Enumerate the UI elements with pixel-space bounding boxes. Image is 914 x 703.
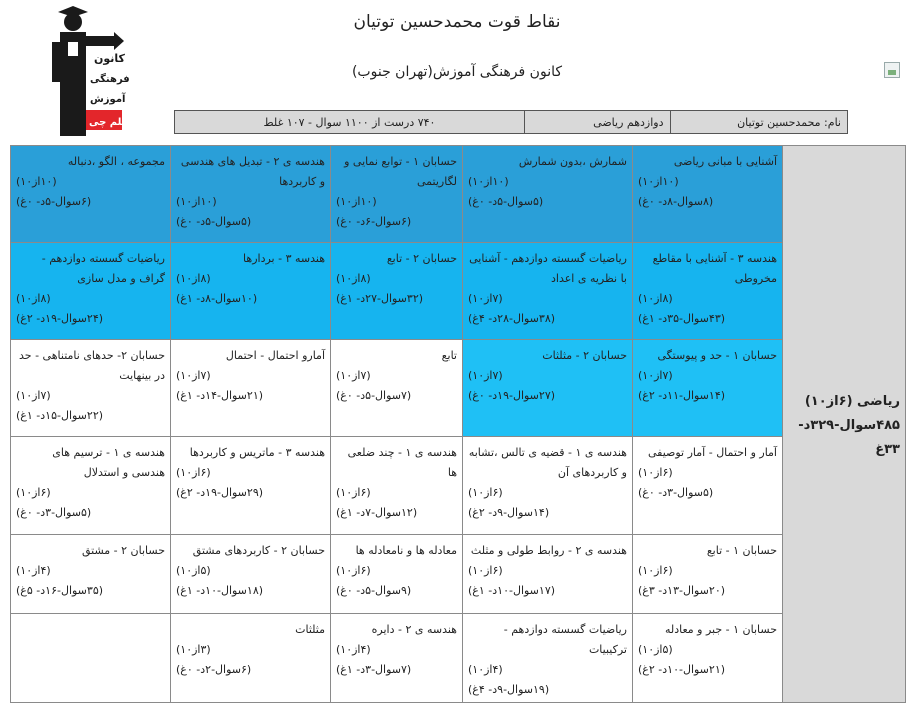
topic-stats: (۳۸سوال-۲۸د- ۴غ) — [468, 312, 556, 325]
broken-image-icon — [884, 62, 900, 78]
topic-stats: (۱۹سوال-۹د- ۴غ) — [468, 683, 550, 696]
topic-name: هندسه ۳ - بردارها — [243, 252, 325, 265]
topic-score: (۶از۱۰) — [468, 486, 503, 499]
svg-text:کانون: کانون — [94, 52, 125, 65]
topic-name: حسابان ۱ - جبر و معادله — [664, 623, 777, 636]
topic-name: حسابان ۲ - تابع — [386, 252, 457, 265]
topic-stats: (۲۴سوال-۱۹د- ۲غ) — [16, 312, 104, 325]
topic-name: حسابان ۱ - حد و پیوستگی — [657, 349, 777, 362]
svg-text:فرهنگی: فرهنگی — [90, 74, 130, 85]
topic-name: شمارش ،بدون شمارش — [518, 155, 627, 168]
topic-stats: (۸سوال-۸د- ۰غ) — [638, 195, 714, 208]
topic-name: حسابان ۲ - مشتق — [81, 544, 165, 557]
topic-name: حسابان ۱ - تابع — [706, 544, 777, 557]
topic-stats: (۵سوال-۳د- ۰غ) — [638, 486, 714, 499]
topic-stats: (۵سوال-۵د- ۰غ) — [176, 215, 252, 228]
topic-cell — [463, 243, 633, 340]
topic-stats: (۲۱سوال-۱۴د- ۱غ) — [176, 389, 264, 402]
topic-stats: (۲۰سوال-۱۳د- ۳غ) — [638, 584, 726, 597]
topic-cell — [331, 146, 463, 243]
student-info-bar — [174, 110, 848, 134]
topic-cell — [633, 535, 783, 614]
topic-score: (۷از۱۰) — [336, 369, 371, 382]
topic-cell — [331, 535, 463, 614]
topic-score: (۶از۱۰) — [468, 564, 503, 577]
topic-score: (۶از۱۰) — [336, 564, 371, 577]
topic-cell — [171, 243, 331, 340]
topic-score: (۸از۱۰) — [16, 292, 51, 305]
topic-score: (۵از۱۰) — [638, 643, 673, 656]
topic-score: (۸از۱۰) — [638, 292, 673, 305]
topic-name: هندسه ی ۱ - ترسیم های هندسی و استدلال — [52, 446, 165, 479]
topic-score: (۱۰از۱۰) — [16, 175, 57, 188]
topic-name: حسابان ۲ - مثلثات — [542, 349, 627, 362]
topic-stats: (۱۸سوال-۱۰د- ۱غ) — [176, 584, 264, 597]
topic-score: (۶از۱۰) — [16, 486, 51, 499]
topic-name: آشنایی با مبانی ریاضی — [673, 155, 777, 168]
table-row — [11, 437, 906, 535]
topic-cell — [463, 535, 633, 614]
topic-name: حسابان ۲ - کاربردهای مشتق — [192, 544, 325, 557]
topic-cell — [11, 437, 171, 535]
topic-cell — [171, 535, 331, 614]
topic-cell — [11, 146, 171, 243]
topic-cell — [463, 146, 633, 243]
topic-name: هندسه ی ۱ - قضیه ی تالس ،تشابه و کاربردهای آن — [468, 446, 627, 479]
topic-score: (۱۰از۱۰) — [638, 175, 679, 188]
svg-text:قلم چی: قلم چی — [89, 117, 129, 128]
topic-stats: (۱۴سوال-۹د- ۲غ) — [468, 506, 550, 519]
topic-cell — [463, 437, 633, 535]
topic-score: (۳از۱۰) — [176, 643, 211, 656]
topic-cell — [11, 535, 171, 614]
topic-stats: (۴۳سوال-۳۵د- ۱غ) — [638, 312, 726, 325]
topic-cell — [633, 614, 783, 703]
topic-name: آمار و احتمال - آمار توصیفی — [647, 446, 777, 459]
topic-name: حسابان ۲- حدهای نامتناهی - حد در بینهایت — [19, 349, 165, 382]
topic-name: ریاضیات گسسته دوازدهم - ترکیبیات — [503, 623, 627, 656]
topic-name: هندسه ۳ - آشنایی با مقاطع مخروطی — [652, 252, 777, 285]
table-row — [11, 146, 906, 243]
topic-cell — [463, 614, 633, 703]
topic-name: آمارو احتمال - احتمال — [225, 349, 325, 362]
topic-cell — [11, 243, 171, 340]
topic-name: حسابان ۱ - توابع نمایی و لگاریتمی — [344, 155, 457, 188]
topic-name: هندسه ۳ - ماتریس و کاربردها — [189, 446, 325, 459]
topic-stats: (۷سوال-۵د- ۰غ) — [336, 389, 412, 402]
topic-cell — [331, 340, 463, 437]
topic-name: هندسه ی ۲ - روابط طولی و مثلث — [470, 544, 627, 557]
topic-cell — [331, 243, 463, 340]
topic-name: مثلثات — [295, 623, 325, 636]
topic-score: (۱۰از۱۰) — [176, 195, 217, 208]
topic-score: (۵از۱۰) — [176, 564, 211, 577]
topic-cell — [633, 146, 783, 243]
topic-name: هندسه ی ۲ - دایره — [371, 623, 457, 636]
topic-name: ریاضیات گسسته دوازدهم - گراف و مدل سازی — [41, 252, 165, 285]
topic-cell — [171, 340, 331, 437]
topic-stats: (۲۷سوال-۱۹د- ۰غ) — [468, 389, 556, 402]
topic-cell — [463, 340, 633, 437]
topic-cell — [331, 614, 463, 703]
topic-score: (۸از۱۰) — [176, 272, 211, 285]
topic-cell — [171, 437, 331, 535]
topic-stats: (۹سوال-۵د- ۰غ) — [336, 584, 412, 597]
organization-name: کانون فرهنگی آموزش(تهران جنوب) — [351, 64, 563, 80]
topic-cell — [331, 437, 463, 535]
topic-score: (۷از۱۰) — [176, 369, 211, 382]
student-summary: ۷۴۰ درست از ۱۱۰۰ سوال - ۱۰۷ غلط — [263, 116, 436, 129]
topic-score: (۷از۱۰) — [638, 369, 673, 382]
topic-stats: (۶سوال-۵د- ۰غ) — [16, 195, 92, 208]
topic-stats: (۲۱سوال-۱۰د- ۲غ) — [638, 663, 726, 676]
topic-stats: (۶سوال-۲د- ۰غ) — [176, 663, 252, 676]
topic-stats: (۳۵سوال-۱۶د- ۵غ) — [16, 584, 104, 597]
topic-score: (۴از۱۰) — [336, 643, 371, 656]
topic-cell — [171, 614, 331, 703]
topic-score: (۱۰از۱۰) — [468, 175, 509, 188]
topic-stats: (۷سوال-۳د- ۱غ) — [336, 663, 412, 676]
topic-score: (۸از۱۰) — [336, 272, 371, 285]
topic-score: (۷از۱۰) — [468, 369, 503, 382]
page-title: نقاط قوت محمدحسین توتیان — [353, 12, 561, 32]
subject-cell: ریاضی (۶از۱۰) ۴۸۵سوال-۳۲۹د- ۳۳غ — [783, 146, 906, 703]
topic-cell — [633, 243, 783, 340]
topic-name: هندسه ی ۱ - چند ضلعی ها — [347, 446, 457, 479]
topic-stats: (۲۹سوال-۱۹د- ۲غ) — [176, 486, 264, 499]
topic-score: (۷از۱۰) — [468, 292, 503, 305]
topic-score: (۷از۱۰) — [16, 389, 51, 402]
topic-score: (۴از۱۰) — [468, 663, 503, 676]
topic-score: (۶از۱۰) — [176, 466, 211, 479]
kanoon-logo — [46, 2, 130, 140]
topic-score: (۶از۱۰) — [638, 466, 673, 479]
topic-cell — [11, 614, 171, 703]
table-row — [11, 340, 906, 437]
topic-stats: (۵سوال-۳د- ۰غ) — [16, 506, 92, 519]
topic-score: (۱۰از۱۰) — [336, 195, 377, 208]
table-row — [11, 535, 906, 614]
student-grade: دوازدهم ریاضی — [524, 111, 670, 133]
topic-name: تابع — [441, 349, 457, 362]
table-row — [11, 614, 906, 703]
topic-cell — [11, 340, 171, 437]
strengths-table — [10, 145, 906, 703]
topic-name: هندسه ی ۲ - تبدیل های هندسی و کاربردها — [180, 155, 325, 188]
topic-stats: (۶سوال-۶د- ۰غ) — [336, 215, 412, 228]
topic-name: ریاضیات گسسته دوازدهم - آشنایی با نظریه ی اعداد — [469, 252, 627, 285]
table-row — [11, 243, 906, 340]
topic-cell — [633, 437, 783, 535]
topic-stats: (۱۰سوال-۸د- ۱غ) — [176, 292, 258, 305]
topic-stats: (۱۴سوال-۱۱د- ۲غ) — [638, 389, 726, 402]
topic-name: مجموعه ، الگو ،دنباله — [67, 155, 165, 168]
topic-cell — [633, 340, 783, 437]
topic-stats: (۱۲سوال-۷د- ۱غ) — [336, 506, 418, 519]
topic-score: (۶از۱۰) — [336, 486, 371, 499]
topic-score: (۶از۱۰) — [638, 564, 673, 577]
topic-name: معادله ها و نامعادله ها — [355, 544, 457, 557]
student-name: نام: محمدحسین توتیان — [670, 111, 847, 133]
topic-stats: (۲۲سوال-۱۵د- ۱غ) — [16, 409, 104, 422]
topic-stats: (۱۷سوال-۱۰د- ۱غ) — [468, 584, 556, 597]
topic-stats: (۵سوال-۵د- ۰غ) — [468, 195, 544, 208]
topic-stats: (۳۲سوال-۲۷د- ۱غ) — [336, 292, 424, 305]
topic-cell — [171, 146, 331, 243]
topic-score: (۴از۱۰) — [16, 564, 51, 577]
svg-text:آموزش: آموزش — [90, 94, 126, 105]
